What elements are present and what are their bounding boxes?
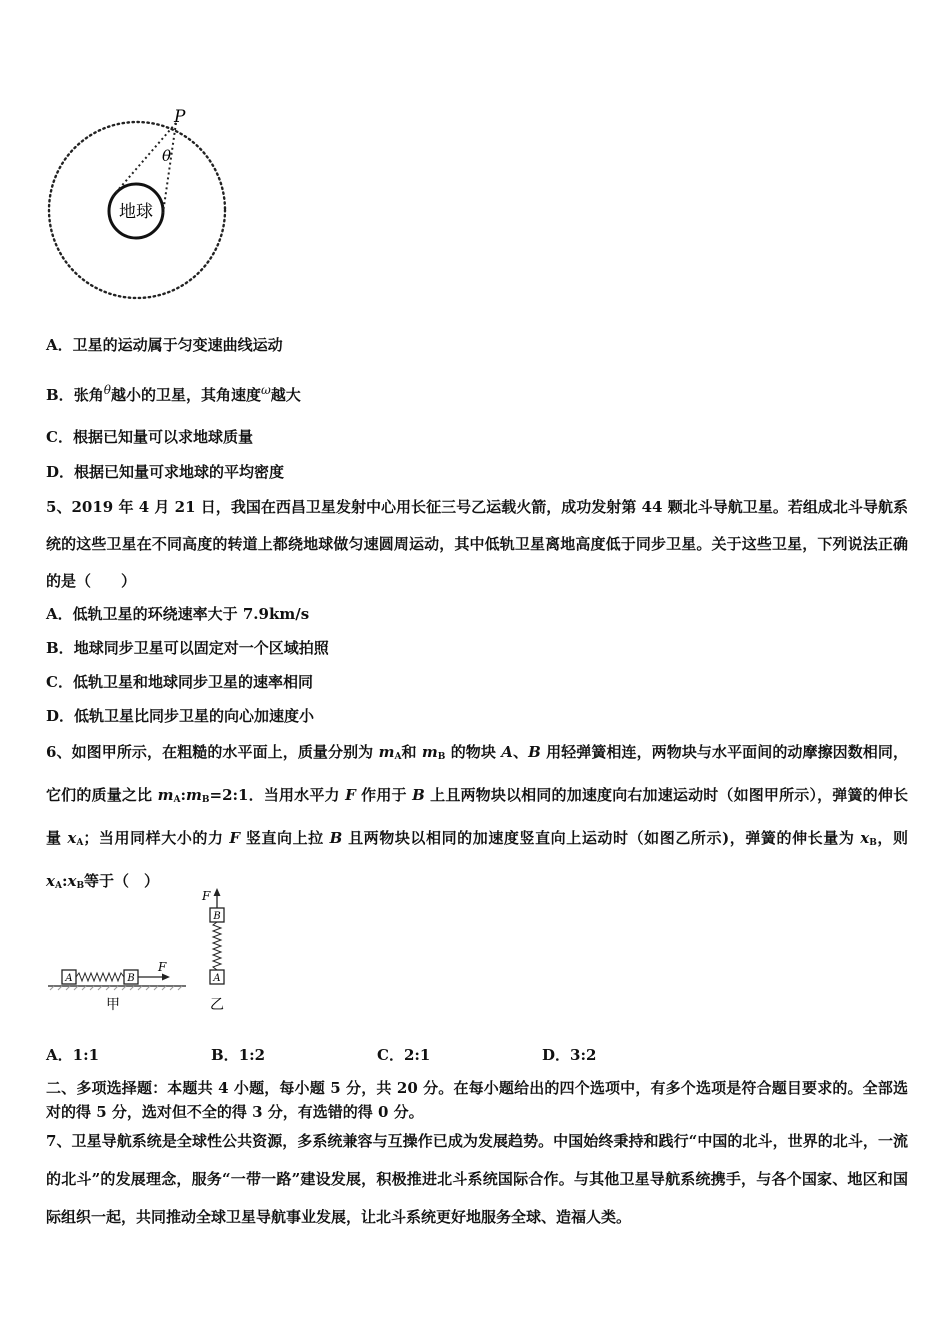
- ratio-m1: m: [157, 786, 174, 804]
- option-text-mid: 越小的卫星，其角速度: [110, 386, 261, 404]
- mass-b: m: [421, 743, 438, 761]
- block-b: B: [528, 743, 541, 761]
- point-p-label: P: [174, 107, 186, 127]
- option-text: 地球同步卫星可以固定对一个区域拍照: [73, 639, 329, 657]
- q5-stem: 5、2019 年 4 月 21 日，我国在西昌卫星发射中心用长征三号乙运载火箭，成功发射第 44 颗北斗导航卫星。若组成北斗导航系统的这些卫星在不同高度的转道上都绕地球做匀速圆周运动，其中低轨卫星离地高度低于同步卫星。关于这些卫星，下列说法正确的是（ ）: [46, 498, 908, 590]
- option-text: 1:1: [72, 1046, 100, 1064]
- option-letter: A．: [46, 1046, 73, 1064]
- q6-text: 且两物块以相同的加速度竖直向上运动时（如图乙所示)，弹簧的伸长量为: [342, 829, 861, 847]
- force-f: F: [229, 829, 241, 847]
- ratio-sub1: A: [173, 795, 181, 805]
- option-letter: C．: [46, 428, 73, 446]
- option-letter: D．: [46, 707, 75, 725]
- block-b-yi-label: B: [213, 911, 221, 922]
- option-letter: A．: [46, 336, 73, 354]
- block-a-jia-label: A: [65, 973, 73, 984]
- angle-theta-label: θ: [162, 147, 172, 165]
- arrow-head-up-icon: [214, 888, 221, 896]
- block-b: B: [412, 786, 425, 804]
- block-a-yi-label: A: [213, 973, 221, 984]
- q6-stem: [46, 733, 908, 905]
- ratio-colon: :: [180, 786, 187, 804]
- q6-text: 、: [512, 743, 529, 761]
- option-letter: B．: [46, 386, 74, 404]
- extension-xb: x: [860, 829, 870, 847]
- q4-option-b: [46, 380, 301, 405]
- option-text: 2:1: [403, 1046, 431, 1064]
- ratio-colon: :: [61, 872, 68, 890]
- tangent-line-right: [163, 123, 176, 213]
- ratio-xa-sub: A: [54, 881, 62, 891]
- ratio-m2: m: [186, 786, 202, 804]
- option-letter: D．: [542, 1046, 571, 1064]
- force-label-yi: F: [202, 889, 211, 903]
- mass-b-sub: B: [437, 752, 446, 762]
- spring-vertical: [213, 922, 221, 970]
- extension-xa-sub: A: [76, 838, 84, 848]
- force-f: F: [345, 786, 356, 804]
- option-letter: A．: [46, 605, 73, 623]
- ratio-xb-sub: B: [76, 881, 85, 891]
- q6-option-d: [542, 1045, 596, 1065]
- option-text-post: 越大: [270, 386, 301, 404]
- q6-text: 和: [401, 743, 422, 761]
- option-text: 卫星的运动属于匀变速曲线运动: [72, 336, 283, 354]
- q6-text: 的物块: [445, 743, 502, 761]
- ratio-xb: x: [67, 872, 77, 890]
- section-2-instructions: 二、多项选择题：本题共 4 小题，每小题 5 分，共 20 分。在每小题给出的四个选项中，有多个选项是符合题目要求的。全部选对的得 5 分，选对但不全的得 3 分，有选错的得 0 分。: [46, 1079, 908, 1121]
- option-text: 根据已知量可求地球的平均密度: [74, 463, 285, 481]
- earth-label: 地球: [119, 202, 153, 222]
- q6-text: 用轻弹簧相连，两物块与水平面间的动摩擦因数相同，它们的质量之比: [46, 743, 908, 804]
- spring-figure: [46, 885, 246, 1020]
- q6-text: ；当用同样大小的力: [83, 829, 230, 847]
- mass-a-sub: A: [394, 752, 402, 762]
- ratio-xa: x: [46, 872, 55, 890]
- q6-text: 6、如图甲所示，在粗糙的水平面上，质量分别为: [46, 743, 379, 761]
- option-text: 3:2: [570, 1046, 597, 1064]
- q6-text: ．当用水平力: [248, 786, 346, 804]
- option-letter: B．: [211, 1046, 239, 1064]
- theta-symbol: θ: [103, 383, 111, 397]
- option-letter: C．: [377, 1046, 404, 1064]
- q6-text: 上且两物块以相同的加速度向右加速运动时（如图甲所示），弹簧的伸长量: [46, 786, 908, 847]
- option-text: 1:2: [238, 1046, 266, 1064]
- q6-text: 竖直向上拉: [240, 829, 330, 847]
- option-letter: B．: [46, 639, 74, 657]
- q4-option-d: [46, 462, 284, 482]
- force-label-jia: F: [158, 960, 167, 974]
- q5-option-d: [46, 706, 314, 726]
- arrow-head-right-icon: [162, 974, 170, 981]
- block-a: A: [501, 743, 513, 761]
- q6-option-a: [46, 1045, 99, 1065]
- mass-a: m: [378, 743, 395, 761]
- option-text: 低轨卫星和地球同步卫星的速率相同: [72, 673, 313, 691]
- block-b-jia-label: B: [127, 973, 135, 984]
- q5-option-b: [46, 638, 329, 658]
- extension-xa: x: [67, 829, 77, 847]
- option-text: 根据已知量可以求地球质量: [72, 428, 253, 446]
- q6-option-b: [211, 1045, 265, 1065]
- q6-text: 等于（ ）: [84, 872, 160, 890]
- ratio-sub2: B: [201, 795, 210, 805]
- option-letter: C．: [46, 673, 73, 691]
- yi-label: 乙: [210, 997, 224, 1013]
- jia-label: 甲: [106, 997, 120, 1013]
- orbit-figure: [40, 105, 240, 310]
- q6-text: ，则: [876, 829, 908, 847]
- q4-option-c: [46, 427, 253, 447]
- q6-option-c: [377, 1045, 430, 1065]
- block-b: B: [329, 829, 343, 847]
- option-text: 低轨卫星的环绕速率大于 7.9km/s: [72, 605, 310, 623]
- omega-symbol: ω: [260, 383, 271, 397]
- q6-text: 作用于: [355, 786, 413, 804]
- q5-option-c: [46, 672, 313, 692]
- q7-stem: 7、卫星导航系统是全球性公共资源，多系统兼容与互操作已成为发展趋势。中国始终秉持和践行“中国的北斗，世界的北斗，一流的北斗”的发展理念，服务“一带一路”建设发展，积极推进北斗系统国际合作。与其他卫星导航系统携手，与各个国家、地区和国际组织一起，共同推动全球卫星导航事业发展，让北斗系统更好地服务全球、造福人类。: [46, 1132, 908, 1226]
- q5-option-a: [46, 604, 309, 624]
- option-text-pre: 张角: [73, 386, 104, 404]
- ratio-value: =2:1: [209, 786, 249, 804]
- option-text: 低轨卫星比同步卫星的向心加速度小: [74, 707, 315, 725]
- extension-xb-sub: B: [869, 838, 877, 848]
- spring-horizontal: [76, 973, 124, 981]
- q4-option-a: [46, 335, 283, 355]
- option-letter: D．: [46, 463, 75, 481]
